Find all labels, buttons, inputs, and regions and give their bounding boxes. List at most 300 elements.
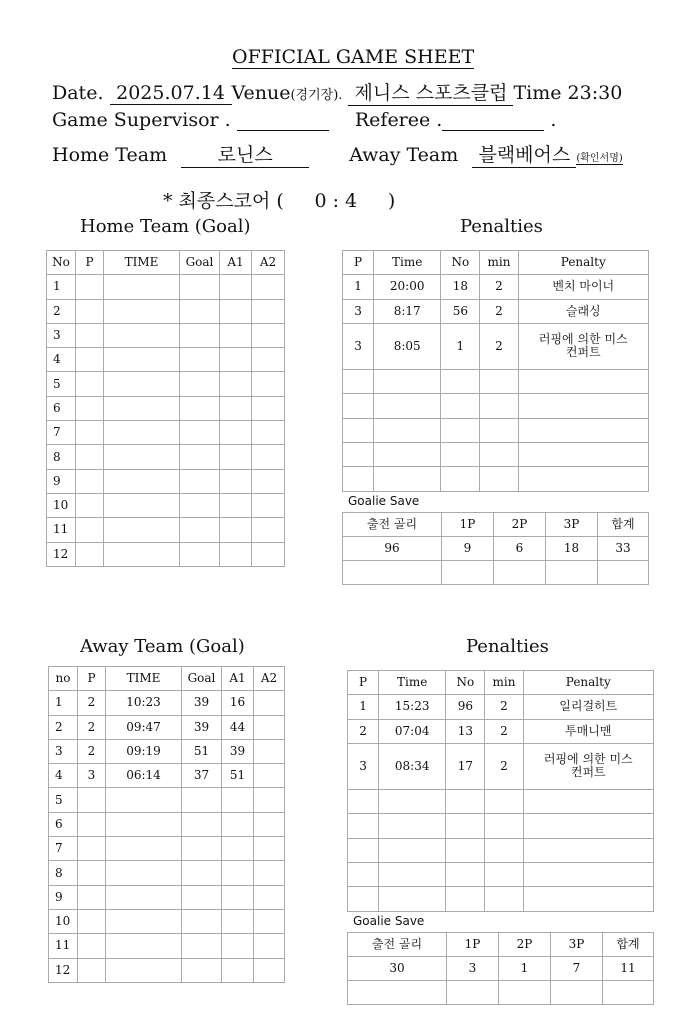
home-goal-cell[interactable] — [220, 469, 252, 493]
away-goal-row — [49, 764, 285, 788]
home-goal-cell[interactable] — [220, 518, 252, 542]
home-goal-header-cell: No — [47, 251, 76, 275]
home-goal-cell[interactable] — [252, 421, 285, 445]
away-team-value[interactable]: 블랙베어스 — [472, 140, 576, 168]
away-goal-row — [49, 934, 285, 958]
home-goal-cell[interactable]: 10 — [47, 493, 76, 517]
away-pen-header-cell: min — [485, 671, 523, 695]
home-goal-cell[interactable] — [252, 518, 285, 542]
away-goal-cell[interactable] — [78, 861, 106, 885]
away-goal-cell[interactable] — [222, 861, 254, 885]
home-pen-cell[interactable] — [343, 394, 374, 418]
date-venue-time-line — [52, 78, 622, 106]
away-goal-cell[interactable]: 5 — [49, 788, 78, 812]
away-goal-cell[interactable] — [222, 934, 254, 958]
home-pen-cell[interactable] — [480, 467, 518, 491]
away-goal-cell[interactable] — [106, 788, 182, 812]
home-pen-cell[interactable]: 러핑에 의한 미스 컨퍼트 — [518, 323, 648, 369]
home-pen-cell[interactable] — [441, 370, 480, 394]
away-goal-row — [49, 885, 285, 909]
home-pen-cell[interactable] — [480, 442, 518, 466]
away-goal-cell[interactable]: 2 — [78, 739, 106, 763]
away-goal-cell[interactable] — [78, 934, 106, 958]
away-goalie-cell[interactable]: 3 — [447, 957, 499, 981]
home-pen-cell[interactable] — [374, 418, 441, 442]
away-pen-cell[interactable]: 13 — [446, 719, 485, 743]
away-goal-cell[interactable] — [78, 837, 106, 861]
home-pen-cell[interactable] — [480, 370, 518, 394]
home-goal-cell[interactable]: 2 — [47, 299, 76, 323]
away-goal-cell[interactable] — [106, 934, 182, 958]
away-goal-cell[interactable]: 1 — [49, 691, 78, 715]
away-goalie-cell[interactable] — [551, 981, 603, 1005]
away-pen-cell[interactable]: 08:34 — [379, 743, 446, 789]
away-goal-cell[interactable]: 9 — [49, 885, 78, 909]
home-pen-cell[interactable]: 8:17 — [374, 299, 441, 323]
home-goal-cell[interactable] — [180, 445, 220, 469]
home-goal-cell[interactable]: 1 — [47, 275, 76, 299]
home-goal-cell[interactable] — [220, 348, 252, 372]
away-pen-cell[interactable]: 1 — [348, 695, 379, 719]
away-goal-cell[interactable] — [254, 764, 285, 788]
away-pen-cell[interactable] — [446, 862, 485, 886]
home-goal-cell[interactable] — [104, 275, 180, 299]
home-goal-cell[interactable] — [104, 493, 180, 517]
home-pen-cell[interactable] — [441, 442, 480, 466]
home-goalie-cell[interactable]: 33 — [598, 537, 649, 561]
home-goal-cell[interactable] — [220, 275, 252, 299]
home-pen-cell[interactable]: 3 — [343, 323, 374, 369]
home-goal-cell[interactable] — [76, 396, 104, 420]
home-goalie-cell[interactable] — [546, 561, 598, 585]
home-goal-cell[interactable] — [76, 421, 104, 445]
home-goalie-save-label: Goalie Save — [348, 494, 420, 508]
away-goal-cell[interactable]: 09:19 — [106, 739, 182, 763]
home-goal-cell[interactable] — [76, 542, 104, 566]
home-pen-cell[interactable] — [480, 418, 518, 442]
home-goal-cell[interactable] — [104, 518, 180, 542]
away-goal-cell[interactable]: 2 — [78, 715, 106, 739]
away-pen-cell[interactable]: 2 — [348, 719, 379, 743]
home-goalie-header-cell: 2P — [494, 513, 546, 537]
away-pen-row — [348, 838, 654, 862]
away-goal-cell[interactable] — [106, 885, 182, 909]
home-goal-cell[interactable] — [104, 542, 180, 566]
home-goalie-cell[interactable] — [598, 561, 649, 585]
teams-line — [52, 140, 623, 168]
home-pen-cell[interactable]: 벤치 마이너 — [518, 275, 648, 299]
home-goal-cell[interactable] — [252, 323, 285, 347]
away-goal-cell[interactable]: 37 — [182, 764, 222, 788]
home-goal-row — [47, 299, 285, 323]
home-pen-cell[interactable] — [518, 418, 648, 442]
home-goal-cell[interactable] — [252, 348, 285, 372]
home-goalie-cell[interactable]: 96 — [343, 537, 442, 561]
home-pen-row — [343, 418, 649, 442]
away-goal-cell[interactable]: 16 — [222, 691, 254, 715]
away-goal-cell[interactable] — [106, 909, 182, 933]
home-goal-row — [47, 372, 285, 396]
home-pen-cell[interactable] — [343, 418, 374, 442]
home-goal-cell[interactable] — [220, 493, 252, 517]
away-pen-row — [348, 887, 654, 911]
away-goal-cell[interactable] — [78, 788, 106, 812]
home-goal-cell[interactable] — [104, 299, 180, 323]
away-pen-cell[interactable] — [523, 887, 653, 911]
venue-value[interactable]: 제니스 스포츠클럽 — [348, 78, 513, 106]
home-goal-cell[interactable] — [220, 323, 252, 347]
away-goal-cell[interactable] — [254, 909, 285, 933]
home-pen-cell[interactable] — [441, 418, 480, 442]
home-goal-row — [47, 323, 285, 347]
away-goal-cell[interactable]: 44 — [222, 715, 254, 739]
home-goal-row — [47, 348, 285, 372]
home-goal-cell[interactable] — [104, 372, 180, 396]
home-pen-cell[interactable] — [374, 394, 441, 418]
away-goal-cell[interactable] — [254, 934, 285, 958]
away-pen-cell[interactable] — [523, 790, 653, 814]
away-pen-cell[interactable] — [348, 838, 379, 862]
away-pen-cell[interactable] — [348, 814, 379, 838]
away-pen-cell[interactable] — [446, 790, 485, 814]
home-pen-cell[interactable]: 1 — [343, 275, 374, 299]
away-goal-cell[interactable] — [78, 909, 106, 933]
officials-line — [52, 109, 556, 131]
home-pen-cell[interactable] — [343, 370, 374, 394]
home-goal-header-cell: A1 — [220, 251, 252, 275]
final-score-label: * 최종스코어 ( — [163, 190, 284, 212]
away-goal-cell[interactable] — [222, 958, 254, 982]
away-goalie-cell[interactable] — [348, 981, 447, 1005]
home-pen-cell[interactable]: 1 — [441, 323, 480, 369]
away-goal-cell[interactable] — [106, 861, 182, 885]
away-goalie-cell[interactable]: 1 — [499, 957, 551, 981]
home-goalie-cell[interactable] — [494, 561, 546, 585]
referee-field[interactable] — [442, 110, 544, 131]
away-pen-row — [348, 719, 654, 743]
home-pen-cell[interactable]: 8:05 — [374, 323, 441, 369]
away-goal-cell[interactable] — [182, 837, 222, 861]
home-goal-cell[interactable]: 7 — [47, 421, 76, 445]
home-goal-cell[interactable] — [76, 493, 104, 517]
away-goal-header-cell: Goal — [182, 667, 222, 691]
away-pen-cell[interactable] — [485, 838, 523, 862]
home-goal-cell[interactable] — [76, 299, 104, 323]
away-pen-cell[interactable] — [523, 814, 653, 838]
away-goal-row — [49, 837, 285, 861]
away-goal-cell[interactable]: 3 — [49, 739, 78, 763]
away-pen-cell[interactable] — [523, 862, 653, 886]
away-goal-cell[interactable] — [106, 958, 182, 982]
away-pen-cell[interactable]: 07:04 — [379, 719, 446, 743]
home-goalie-cell[interactable]: 18 — [546, 537, 598, 561]
away-goal-cell[interactable] — [78, 885, 106, 909]
away-goal-cell[interactable] — [222, 885, 254, 909]
home-goal-cell[interactable] — [104, 469, 180, 493]
away-goal-cell[interactable]: 12 — [49, 958, 78, 982]
away-goal-cell[interactable] — [222, 837, 254, 861]
away-goal-row — [49, 788, 285, 812]
away-goal-cell[interactable]: 51 — [222, 764, 254, 788]
home-pen-header-row — [343, 251, 649, 275]
away-pen-cell[interactable] — [485, 790, 523, 814]
away-pen-cell[interactable]: 2 — [485, 695, 523, 719]
away-goal-cell[interactable] — [182, 909, 222, 933]
away-goal-cell[interactable] — [222, 909, 254, 933]
home-goal-cell[interactable] — [252, 542, 285, 566]
home-goalie-cell[interactable]: 9 — [442, 537, 494, 561]
away-pen-row — [348, 862, 654, 886]
away-goal-cell[interactable]: 4 — [49, 764, 78, 788]
home-goal-cell[interactable] — [180, 542, 220, 566]
home-goal-cell[interactable] — [220, 421, 252, 445]
home-goal-cell[interactable]: 4 — [47, 348, 76, 372]
home-goal-cell[interactable] — [180, 348, 220, 372]
home-goal-cell[interactable] — [220, 445, 252, 469]
time-label: Time — [513, 82, 562, 104]
away-goal-cell[interactable]: 3 — [78, 764, 106, 788]
away-goal-cell[interactable] — [254, 715, 285, 739]
away-goal-cell[interactable]: 39 — [182, 715, 222, 739]
home-goal-cell[interactable] — [220, 372, 252, 396]
away-goal-cell[interactable]: 6 — [49, 812, 78, 836]
home-goal-cell[interactable] — [220, 542, 252, 566]
away-pen-cell[interactable] — [485, 814, 523, 838]
away-goal-cell[interactable] — [254, 861, 285, 885]
home-goal-cell[interactable]: 3 — [47, 323, 76, 347]
away-goal-cell[interactable] — [182, 934, 222, 958]
home-goal-cell[interactable] — [220, 299, 252, 323]
away-pen-cell[interactable] — [485, 862, 523, 886]
home-pen-cell[interactable] — [374, 370, 441, 394]
away-goal-cell[interactable]: 09:47 — [106, 715, 182, 739]
away-goalie-cell[interactable]: 7 — [551, 957, 603, 981]
home-goal-cell[interactable] — [180, 299, 220, 323]
home-goal-cell[interactable] — [252, 372, 285, 396]
away-goal-cell[interactable]: 10 — [49, 909, 78, 933]
away-pen-cell[interactable] — [379, 862, 446, 886]
home-pen-cell[interactable] — [374, 442, 441, 466]
away-goal-cell[interactable] — [106, 812, 182, 836]
away-goal-cell[interactable] — [222, 788, 254, 812]
home-goal-cell[interactable] — [104, 396, 180, 420]
away-pen-cell[interactable]: 17 — [446, 743, 485, 789]
away-goalie-cell[interactable]: 30 — [348, 957, 447, 981]
home-pen-cell[interactable] — [441, 467, 480, 491]
away-goal-cell[interactable]: 7 — [49, 837, 78, 861]
home-goalie-cell[interactable] — [343, 561, 442, 585]
away-pen-cell[interactable]: 투매니맨 — [523, 719, 653, 743]
away-pen-cell[interactable]: 96 — [446, 695, 485, 719]
home-goal-cell[interactable] — [252, 445, 285, 469]
home-pen-cell[interactable] — [441, 394, 480, 418]
away-pen-cell[interactable]: 2 — [485, 719, 523, 743]
away-pen-cell[interactable] — [379, 838, 446, 862]
away-pen-row — [348, 695, 654, 719]
home-goal-cell[interactable]: 9 — [47, 469, 76, 493]
away-pen-cell[interactable] — [348, 887, 379, 911]
home-pen-cell[interactable] — [374, 467, 441, 491]
away-goal-cell[interactable] — [182, 812, 222, 836]
home-goal-cell[interactable]: 8 — [47, 445, 76, 469]
away-pen-cell[interactable] — [523, 838, 653, 862]
home-pen-cell[interactable] — [518, 467, 648, 491]
home-goal-row — [47, 421, 285, 445]
home-goal-cell[interactable] — [104, 445, 180, 469]
away-goal-cell[interactable] — [254, 788, 285, 812]
away-goalie-header-cell: 3P — [551, 933, 603, 957]
home-goal-cell[interactable] — [104, 348, 180, 372]
home-pen-cell[interactable] — [343, 442, 374, 466]
home-pen-cell[interactable]: 56 — [441, 299, 480, 323]
home-goal-cell[interactable] — [252, 493, 285, 517]
home-goalie-cell[interactable] — [442, 561, 494, 585]
away-pen-cell[interactable] — [446, 838, 485, 862]
away-goal-cell[interactable]: 8 — [49, 861, 78, 885]
away-pen-cell[interactable]: 러핑에 의한 미스 컨퍼트 — [523, 743, 653, 789]
away-goal-cell[interactable] — [254, 739, 285, 763]
home-goal-cell[interactable] — [76, 469, 104, 493]
home-pen-cell[interactable]: 20:00 — [374, 275, 441, 299]
away-goal-header-cell: A1 — [222, 667, 254, 691]
home-goal-cell[interactable] — [76, 445, 104, 469]
away-goal-header-cell: P — [78, 667, 106, 691]
home-goal-cell[interactable] — [104, 421, 180, 445]
home-goal-cell[interactable] — [252, 299, 285, 323]
away-goal-cell[interactable]: 06:14 — [106, 764, 182, 788]
away-goal-cell[interactable]: 11 — [49, 934, 78, 958]
home-team-value[interactable]: 로닌스 — [181, 140, 309, 168]
away-pen-cell[interactable] — [446, 814, 485, 838]
home-goal-cell[interactable] — [180, 469, 220, 493]
home-goalie-header-cell: 출전 골리 — [343, 513, 442, 537]
away-goal-cell[interactable]: 51 — [182, 739, 222, 763]
away-goal-cell[interactable] — [222, 812, 254, 836]
away-pen-cell[interactable] — [379, 790, 446, 814]
away-goal-cell[interactable] — [254, 812, 285, 836]
home-goal-cell[interactable]: 12 — [47, 542, 76, 566]
away-goalie-table — [347, 932, 654, 1005]
away-goal-cell[interactable] — [182, 958, 222, 982]
away-pen-cell[interactable] — [446, 887, 485, 911]
home-goal-cell[interactable] — [76, 275, 104, 299]
home-goal-row — [47, 396, 285, 420]
date-value[interactable]: 2025.07.14 — [110, 82, 232, 105]
home-pen-cell[interactable] — [518, 370, 648, 394]
away-goalie-cell[interactable] — [447, 981, 499, 1005]
away-pen-cell[interactable] — [348, 790, 379, 814]
home-goal-cell[interactable]: 6 — [47, 396, 76, 420]
away-goal-cell[interactable] — [254, 885, 285, 909]
home-goal-cell[interactable] — [76, 518, 104, 542]
home-goal-cell[interactable] — [220, 396, 252, 420]
time-value[interactable]: 23:30 — [567, 82, 623, 104]
home-pen-cell[interactable] — [518, 442, 648, 466]
home-pen-cell[interactable]: 3 — [343, 299, 374, 323]
home-goal-cell[interactable] — [104, 323, 180, 347]
away-goal-cell[interactable] — [182, 885, 222, 909]
away-goal-cell[interactable] — [254, 958, 285, 982]
home-pen-cell[interactable]: 2 — [480, 323, 518, 369]
away-pen-cell[interactable] — [379, 887, 446, 911]
away-goal-cell[interactable]: 2 — [49, 715, 78, 739]
away-goal-row — [49, 691, 285, 715]
away-goal-cell[interactable] — [182, 861, 222, 885]
home-pen-cell[interactable]: 18 — [441, 275, 480, 299]
away-goalie-cell[interactable] — [603, 981, 654, 1005]
away-goal-title: Away Team (Goal) — [80, 636, 245, 657]
away-goal-cell[interactable] — [182, 788, 222, 812]
away-pen-cell[interactable] — [348, 862, 379, 886]
home-goal-cell[interactable] — [252, 469, 285, 493]
away-goal-cell[interactable]: 2 — [78, 691, 106, 715]
home-pen-cell[interactable]: 2 — [480, 299, 518, 323]
home-goal-cell[interactable] — [180, 372, 220, 396]
home-goal-cell[interactable] — [180, 396, 220, 420]
away-goal-cell[interactable] — [254, 691, 285, 715]
home-goal-cell[interactable] — [180, 323, 220, 347]
away-goal-cell[interactable] — [254, 837, 285, 861]
home-pen-row — [343, 442, 649, 466]
home-pen-cell[interactable] — [343, 467, 374, 491]
away-pen-cell[interactable]: 일리걸히트 — [523, 695, 653, 719]
home-goal-cell[interactable] — [76, 348, 104, 372]
away-goalie-cell[interactable]: 11 — [603, 957, 654, 981]
away-pen-header-cell: No — [446, 671, 485, 695]
away-goal-cell[interactable]: 39 — [182, 691, 222, 715]
venue-label: Venue — [231, 82, 291, 104]
away-goal-row — [49, 715, 285, 739]
home-goal-row — [47, 469, 285, 493]
home-goal-cell[interactable] — [180, 421, 220, 445]
home-goal-cell[interactable] — [252, 275, 285, 299]
home-goal-cell[interactable] — [180, 275, 220, 299]
home-goal-row — [47, 445, 285, 469]
away-pen-cell[interactable] — [485, 887, 523, 911]
away-goal-cell[interactable] — [106, 837, 182, 861]
home-goal-cell[interactable]: 5 — [47, 372, 76, 396]
home-goal-cell[interactable] — [76, 323, 104, 347]
date-label: Date. — [52, 82, 104, 104]
home-pen-cell[interactable]: 2 — [480, 275, 518, 299]
home-goalie-cell[interactable]: 6 — [494, 537, 546, 561]
away-pen-cell[interactable]: 2 — [485, 743, 523, 789]
home-pen-cell[interactable] — [518, 394, 648, 418]
supervisor-field[interactable] — [237, 110, 329, 131]
away-goal-cell[interactable] — [78, 812, 106, 836]
away-pen-cell[interactable]: 3 — [348, 743, 379, 789]
home-pen-cell[interactable] — [480, 394, 518, 418]
home-goal-cell[interactable] — [76, 372, 104, 396]
home-penalties-title: Penalties — [460, 216, 543, 237]
home-goalie-table — [342, 512, 649, 585]
away-pen-cell[interactable]: 15:23 — [379, 695, 446, 719]
home-pen-cell[interactable]: 슬래싱 — [518, 299, 648, 323]
home-goal-header-row — [47, 251, 285, 275]
away-goal-cell[interactable]: 10:23 — [106, 691, 182, 715]
away-goal-cell[interactable]: 39 — [222, 739, 254, 763]
home-goal-header-cell: TIME — [104, 251, 180, 275]
away-goal-header-cell: A2 — [254, 667, 285, 691]
away-goal-cell[interactable] — [78, 958, 106, 982]
home-goal-cell[interactable]: 11 — [47, 518, 76, 542]
home-goal-cell[interactable] — [180, 493, 220, 517]
home-goal-cell[interactable] — [252, 396, 285, 420]
away-pen-cell[interactable] — [379, 814, 446, 838]
home-goal-cell[interactable] — [180, 518, 220, 542]
away-goalie-cell[interactable] — [499, 981, 551, 1005]
away-goalie-header-cell: 2P — [499, 933, 551, 957]
